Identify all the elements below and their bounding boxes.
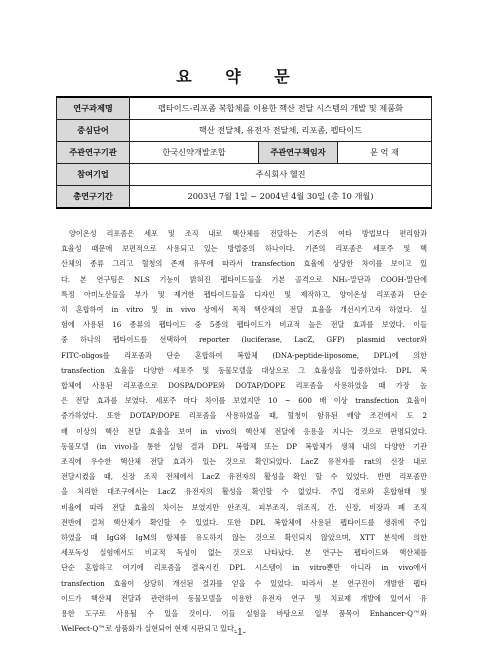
org-label: 주관연구기관 (57, 142, 130, 164)
keyword-row (57, 120, 432, 142)
abstract-line: 조직에 우수한 핵산체 전달 효과가 있는 것으로 확인되었다. LacZ 유전자를 rat의 신장 내로 (61, 457, 427, 467)
abstract-line: 합체에 사용된 리포좀으로 DOSPA/DOPE와 DOTAP/DOPE 리포좀을 사용하였을 때 가장 높 (61, 381, 427, 391)
abstract-line: transfection 효율을 다양한 세포주 및 동물모델을 대상으로 그 효율성을 입증하였다. DPL 복 (61, 365, 427, 375)
abstract-line: 다. 본 연구팀은 NLS 기능이 밝혀진 펩타이드들을 기본 골격으로 NH₂-말단과 COOH-말단에 (61, 274, 427, 284)
abstract-line: 하였을 때 IgG와 IgM의 항체를 유도하지 않는 것으로 확인되지 않았으며, XTT 분석에 의한 (61, 533, 427, 543)
abstract-line: 효율성 때문에 보편적으로 사용되고 있는 방법중의 하나이다. 기존의 리포좀은 세포주 및 핵 (61, 244, 427, 254)
pi-value: 문 억 재 (338, 142, 432, 164)
org-value: 한국신약개발조합 (130, 142, 259, 164)
abstract-line: WelFect-Q™로 상품화가 실현되어 현재 시판되고 있다. (61, 624, 237, 634)
abstract-line: 특정 아미노산들을 부가 및 제거한 펩타이드들을 디자인 및 제작하고, 양이온성 리포좀과 단순 (61, 289, 427, 299)
project-label: 연구과제명 (57, 97, 130, 120)
period-label: 총연구기간 (57, 186, 130, 209)
abstract-line: 은 전달 효과를 보였다. 세포주 마다 차이를 보였지만 10 ~ 600 배 이상 transfection 효율이 (61, 396, 427, 406)
participant-value: 주식회사 헬진 (130, 164, 432, 186)
keyword-value: 핵산 전달체, 유전자 전달체, 리포좀, 펩타이드 (130, 120, 432, 142)
abstract-line: 비율에 따라 전달 효율의 차이는 보였지만 안조직, 피부조직, 위조직, 간, 신장, 비장과 폐 조직 (61, 502, 427, 512)
pi-label: 주관연구책임자 (259, 142, 338, 164)
abstract-line: 배 이상의 핵산 전달 효율을 보여 in vivo의 핵산체 전달에 응용을 지니는 것으로 판명되었다. (61, 426, 427, 436)
abstract-line: 이드가 핵산체 전달과 관련하여 동물모델을 이용한 유전자 연구 및 치료제 개발에 있어서 유 (61, 593, 427, 603)
abstract-line: 험에 사용된 16 종류의 펩타이드 중 5종의 펩타이드가 비교적 높은 전달 효과를 보였다. 이들 (61, 320, 427, 330)
abstract-line: 히 혼합하여 in vitro 및 in vivo 상에서 목적 핵산체의 전달 효율을 개선시키고자 하였다. 실 (61, 305, 427, 315)
abstract-line: 중 하나의 펩타이드를 선택하여 reporter (luciferase, LacZ, GFP) plasmid vector와 (61, 335, 427, 345)
abstract-line: FITC-oligos를 리포좀과 단순 혼합하여 복합체 (DNA-peptide-liposome, DPL)에 의한 (61, 350, 427, 360)
period-row (57, 186, 432, 209)
abstract-line: transfection 효율이 상당히 개선된 결과를 얻을 수 있었다. 따라서 본 연구진이 개발한 펩타 (61, 578, 427, 588)
abstract-line: 산체의 종류 그리고 혈청의 존재 유무에 따라서 transfection 효율에 상당한 차이를 보이고 있 (61, 259, 427, 269)
participant-label: 참여기업 (57, 164, 130, 186)
abstract-line: 단순 혼합하고 여기에 리포좀을 결육시킨 DPL 시스템이 in vitro뿐만 아니라 in vivo에서 (61, 563, 427, 573)
abstract-line: 용한 도구로 사용될 수 있을 것이다. 이들 실험을 바탕으로 일부 품목이 Enhancer-Q™와 (61, 609, 427, 619)
period-value: 2003년 7월 1일 ~ 2004년 4월 30일 (총 10 개월) (130, 186, 432, 209)
abstract-line: 전달시켰을 때, 신장 조직 전체에서 LacZ 유전자의 활성을 확인 할 수 있었다. 반면 리포좀만 (61, 472, 427, 482)
participant-row (57, 164, 432, 186)
page-number: -1- (234, 628, 246, 638)
abstract-line: 을 처리한 대조구에서는 LacZ 유전자의 활성을 확인할 수 없었다. 주입 경로와 혼합형태 및 (61, 487, 427, 497)
page-title: 요 약 문 (176, 67, 304, 86)
abstract-line: 동물모델 (in vivo)을 통한 실험 결과 DPL 복합체 또는 DP 복합체가 생체 내의 다양한 기관 (61, 441, 427, 451)
abstract-line: 세포독성 실험에서도 비교적 독성이 없는 것으로 나타났다. 본 연구는 펩타이드와 핵산체를 (61, 548, 427, 558)
abstract-body (61, 226, 427, 636)
project-value: 펩타이드-리포좀 복합체를 이용한 핵산 전달 시스템의 개발 및 제품화 (130, 97, 432, 120)
abstract-line: 양이온성 리포좀은 세포 및 조직 내로 핵산체를 전달하는 기존의 여타 방법보다 편리함과 (69, 229, 427, 238)
project-summary-table (56, 96, 432, 209)
abstract-line: 전반에 걸쳐 핵산체가 확인할 수 있었다. 또한 DPL 복합체에 사용된 펩타이드를 생쥐에 주입 (61, 517, 427, 527)
org-row (57, 142, 432, 164)
project-row (57, 97, 432, 120)
abstract-line: 증가하였다. 또한 DOTAP/DOPE 리포좀을 사용하였을 때, 혈청이 함유된 배양 조건에서 도 2 (61, 411, 427, 421)
keyword-label: 중심단어 (57, 120, 130, 142)
